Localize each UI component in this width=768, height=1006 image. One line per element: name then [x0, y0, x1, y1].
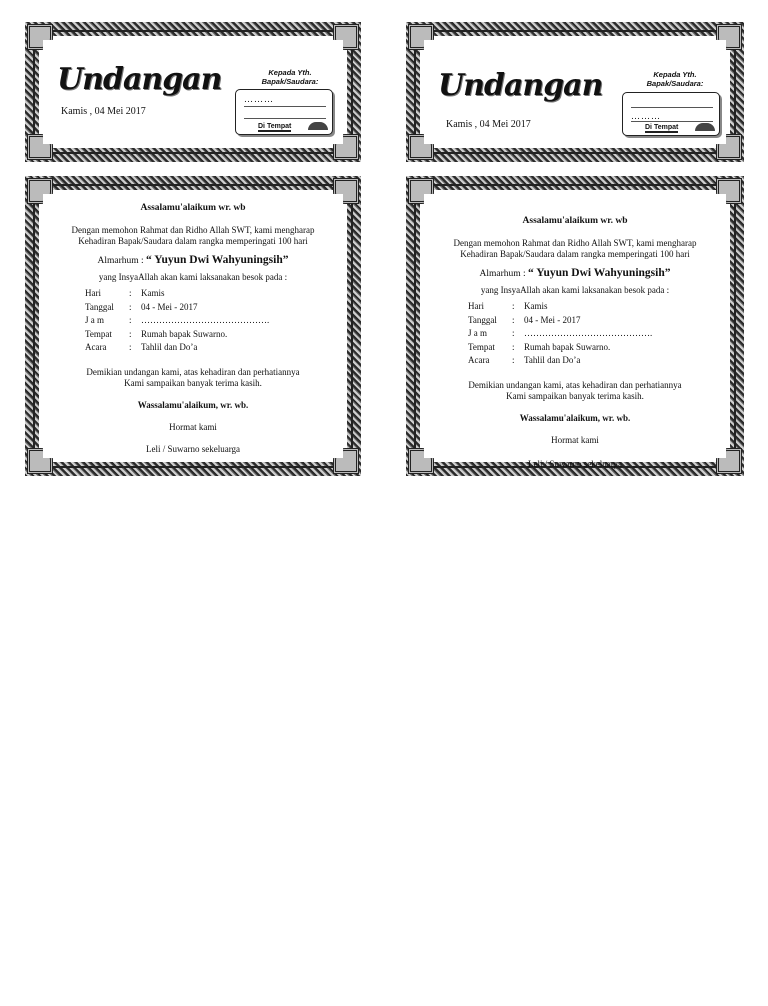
kepada-line2: Bapak/Saudara: — [261, 77, 319, 86]
signature: Leli / Suwarno sekeluarga — [527, 459, 623, 469]
schedule-table — [85, 288, 269, 356]
intro-line2: Kehadiran Bapak/Saudara dalam rangka memperingati 100 hari — [78, 236, 308, 246]
address-box — [622, 92, 720, 136]
schedule-table — [468, 301, 652, 369]
almarhum-line — [55, 254, 331, 266]
address-line — [631, 121, 713, 122]
almarhum-name: “ Yuyun Dwi Wahyuningsih” — [528, 267, 671, 279]
kepada-label — [245, 68, 335, 86]
closing-salam: Wassalamu'alaikum, wr. wb. — [137, 400, 249, 410]
address-box — [235, 89, 333, 135]
envelope-card-right — [406, 22, 744, 162]
schedule-intro: yang InsyaAllah akan kami laksanakan besok pada : — [480, 285, 670, 295]
envelope-card-left — [25, 22, 361, 162]
closing-salam: Wassalamu'alaikum, wr. wb. — [519, 413, 631, 423]
invitation-title: Undangan — [438, 68, 603, 103]
schedule-row: Tempat : Rumah bapak Suwarno. — [85, 328, 228, 339]
closing-line1: Demikian undangan kami, atas kehadiran dan perhatiannya — [468, 380, 682, 390]
closing-line1: Demikian undangan kami, atas kehadiran dan perhatiannya — [86, 367, 300, 377]
intro-line1: Dengan memohon Rahmat dan Ridho Allah SWT, kami mengharap — [71, 225, 315, 235]
address-line — [244, 118, 326, 119]
kepada-line1: Kepada Yth. — [653, 70, 697, 79]
address-line — [244, 106, 326, 107]
decorative-swoosh — [695, 123, 715, 131]
schedule-row: Hari : Kamis — [85, 288, 165, 298]
di-tempat-label: Di Tempat — [258, 123, 292, 130]
decorative-swoosh — [308, 122, 328, 130]
schedule-row: Hari : Kamis — [468, 301, 548, 311]
schedule-row: Tanggal : 04 - Mei - 2017 — [468, 314, 581, 325]
schedule-intro: yang InsyaAllah akan kami laksanakan besok pada : — [98, 272, 288, 282]
schedule-row: J a m : ……………………………………. — [85, 315, 270, 325]
intro-line1: Dengan memohon Rahmat dan Ridho Allah SWT, kami mengharap — [453, 238, 697, 248]
almarhum-prefix: Almarhum : — [97, 256, 144, 266]
intro-paragraph — [436, 238, 714, 260]
invitation-date: Kamis , 04 Mei 2017 — [61, 106, 146, 117]
hormat-kami: Hormat kami — [169, 422, 217, 432]
closing-line2: Kami sampaikan banyak terima kasih. — [506, 391, 644, 401]
letter-card-right — [406, 176, 744, 476]
address-dots: ……… — [631, 111, 661, 121]
intro-paragraph — [55, 225, 331, 247]
schedule-row: Acara : Tahlil dan Do’a — [85, 342, 198, 352]
schedule-row: Tempat : Rumah bapak Suwarno. — [468, 341, 611, 352]
kepada-label — [630, 70, 720, 88]
invitation-title: Undangan — [57, 62, 222, 97]
address-dots: ……… — [244, 94, 274, 104]
schedule-row: J a m : ……………………………………. — [468, 328, 653, 338]
greeting: Assalamu'alaikum wr. wb — [522, 216, 628, 226]
greeting: Assalamu'alaikum wr. wb — [140, 203, 246, 213]
schedule-row: Tanggal : 04 - Mei - 2017 — [85, 301, 198, 312]
closing-paragraph — [55, 367, 331, 389]
hormat-kami: Hormat kami — [551, 435, 599, 445]
signature: Leli / Suwarno sekeluarga — [145, 444, 241, 454]
almarhum-line — [436, 267, 714, 279]
almarhum-name: “ Yuyun Dwi Wahyuningsih” — [146, 254, 289, 266]
kepada-line1: Kepada Yth. — [268, 68, 312, 77]
almarhum-prefix: Almarhum : — [479, 269, 526, 279]
di-tempat-label: Di Tempat — [645, 124, 679, 131]
kepada-line2: Bapak/Saudara: — [646, 79, 704, 88]
intro-line2: Kehadiran Bapak/Saudara dalam rangka memperingati 100 hari — [460, 249, 690, 259]
invitation-date: Kamis , 04 Mei 2017 — [446, 119, 531, 130]
address-line — [631, 107, 713, 108]
closing-paragraph — [436, 380, 714, 402]
letter-card-left — [25, 176, 361, 476]
schedule-row: Acara : Tahlil dan Do’a — [468, 355, 581, 365]
closing-line2: Kami sampaikan banyak terima kasih. — [124, 378, 262, 388]
